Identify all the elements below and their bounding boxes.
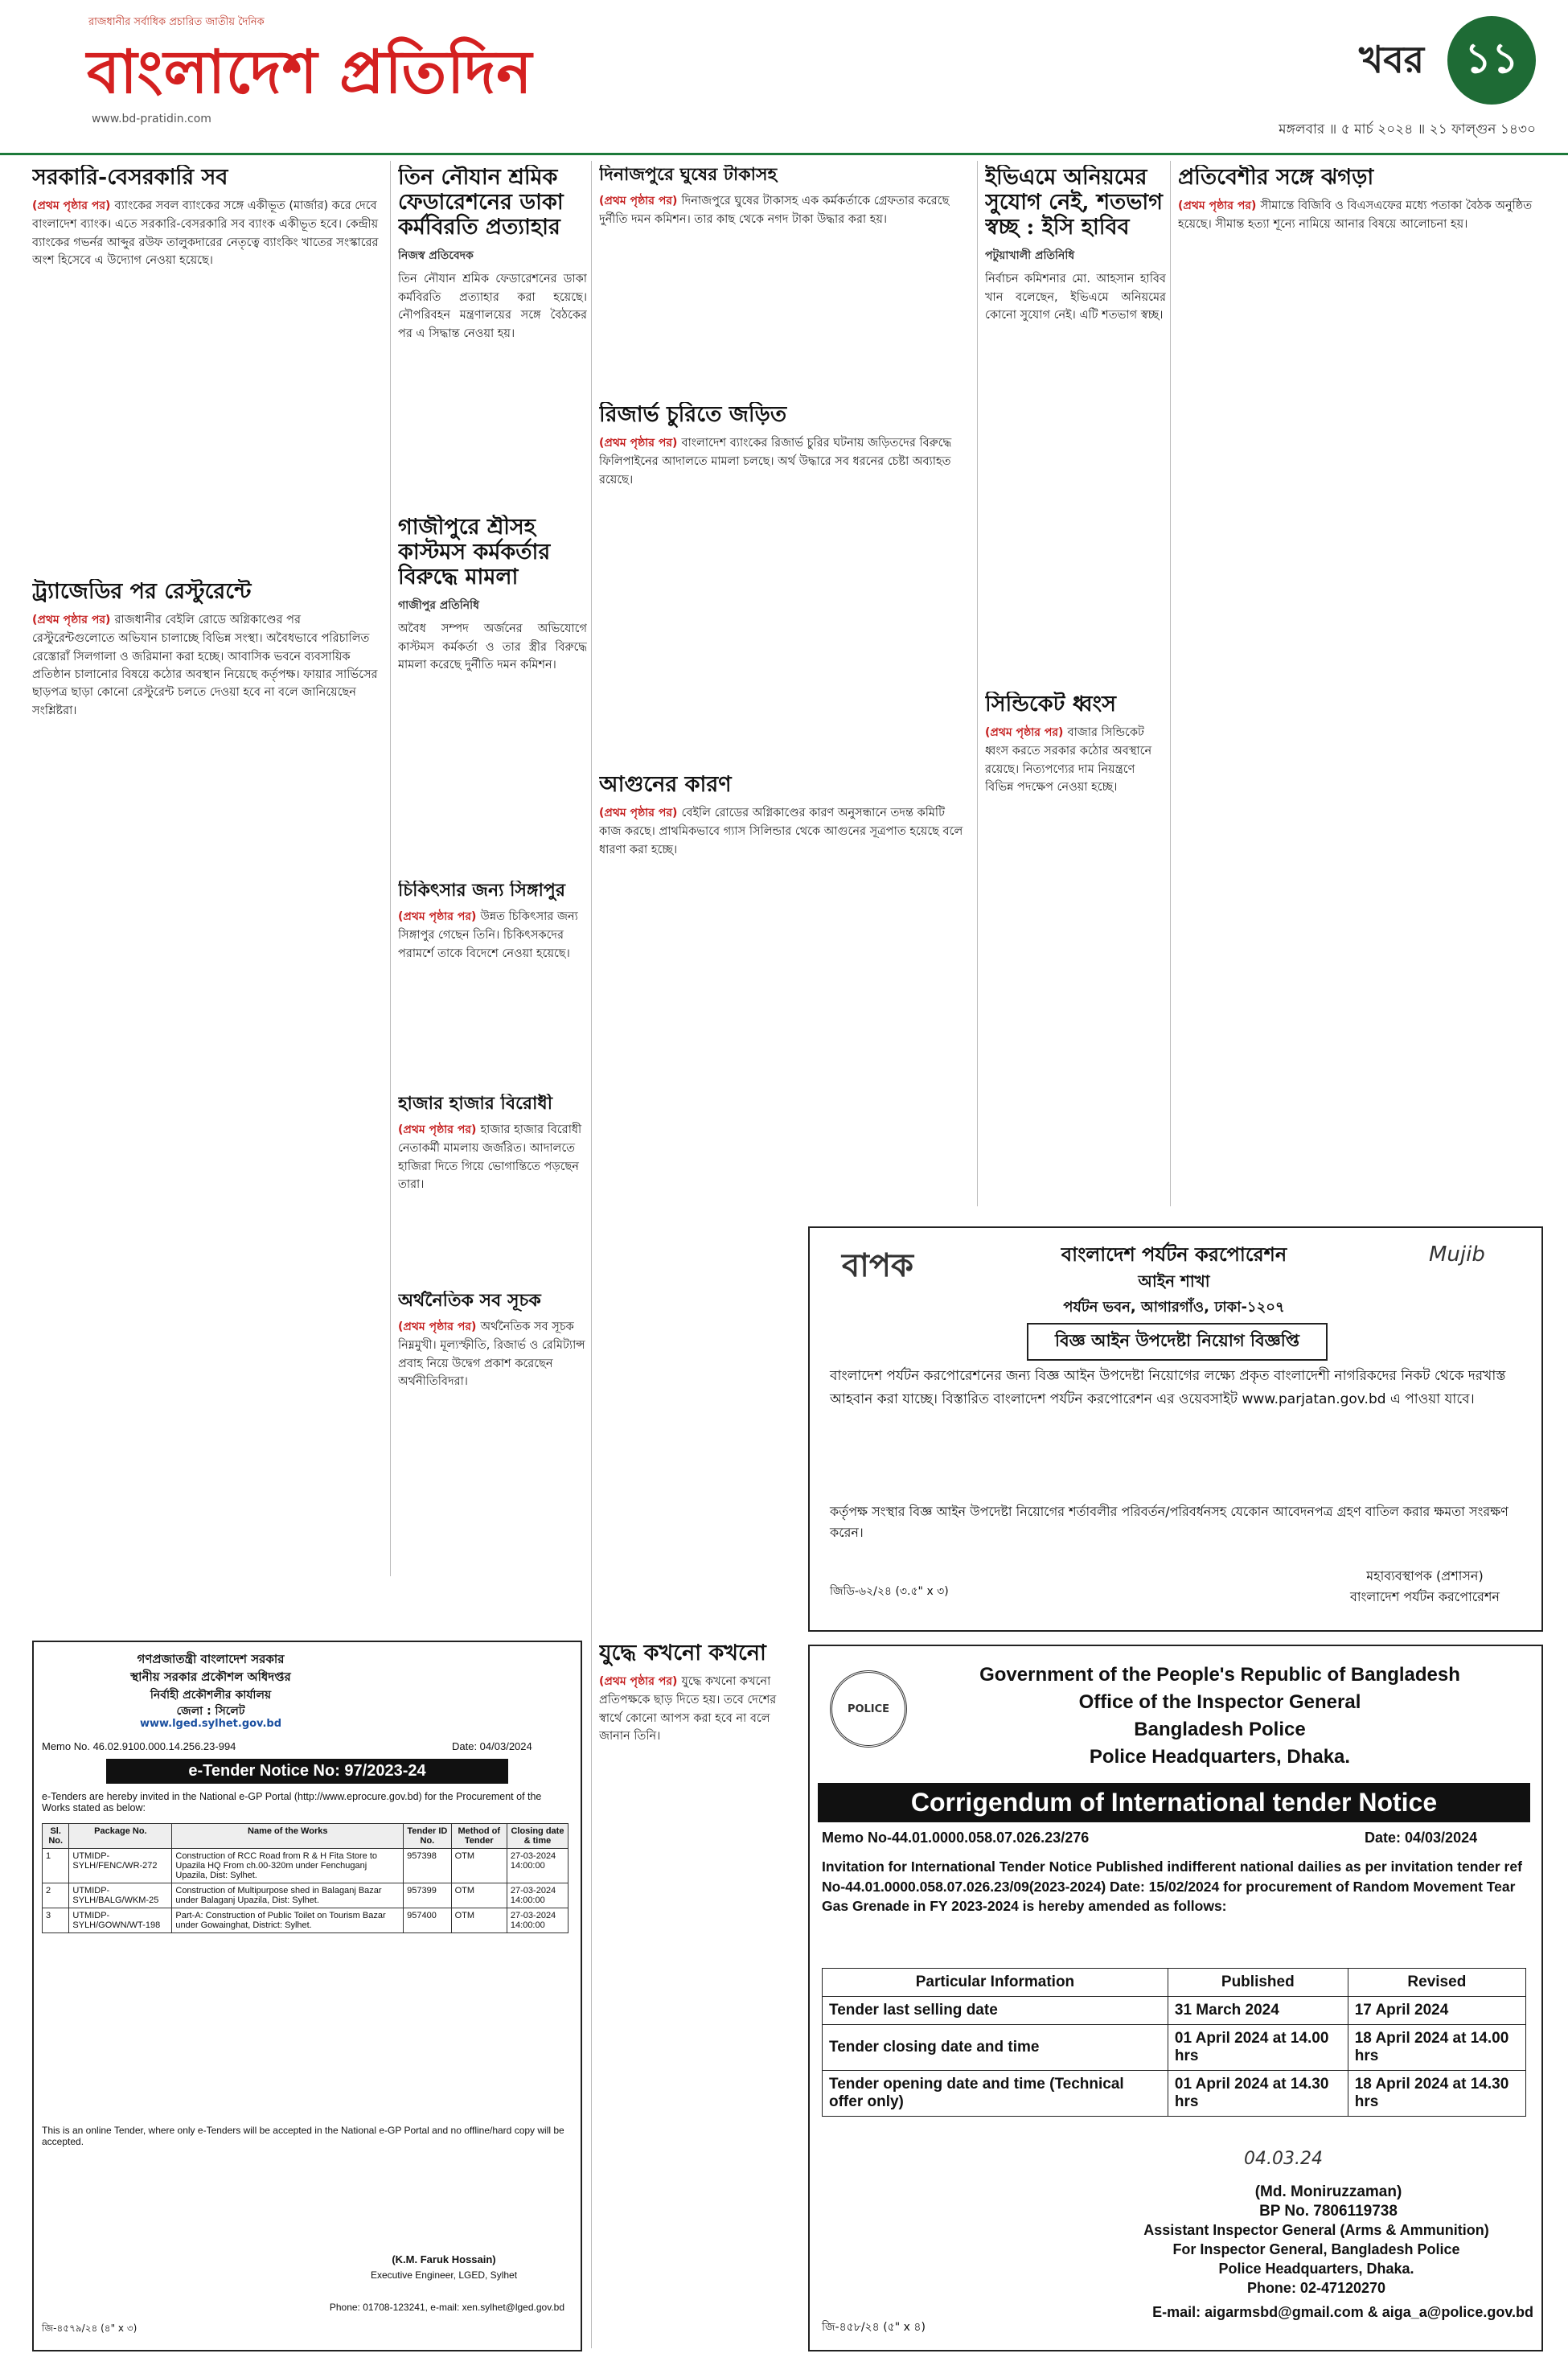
article-syndicate: [985, 692, 1166, 1206]
article-lead: (প্রথম পৃষ্ঠার পর): [32, 199, 111, 213]
article-body: সীমান্তে বিজিবি ও বিএসএফের মধ্যে পতাকা বৈঠক অনুষ্ঠিত হয়েছে। সীমান্ত হত্যা শূন্যে নামিয়ে আনার বিষয়ে আলোচনা হয়।: [1178, 199, 1533, 232]
article-headline[interactable]: প্রতিবেশীর সঙ্গে ঝগড়া: [1178, 165, 1374, 190]
police-emblem: POLICE: [830, 1670, 907, 1748]
tender-date: Date: 04/03/2024: [452, 1740, 532, 1752]
police-signature: 04.03.24: [1244, 2149, 1323, 2169]
article-headline[interactable]: চিকিৎসার জন্য সিঙ্গাপুর: [398, 881, 565, 901]
tender-table-cell: OTM: [451, 1908, 507, 1933]
police-table-cell: 18 April 2024 at 14.00 hrs: [1348, 2025, 1525, 2071]
police-table-row: [823, 1997, 1526, 2025]
tender-signatory: (K.M. Faruk Hossain): [392, 2253, 496, 2265]
police-line2: Office of the Inspector General: [1078, 1691, 1361, 1713]
tender-website[interactable]: www.lged.sylhet.gov.bd: [139, 1718, 282, 1730]
police-table-row: [823, 2071, 1526, 2117]
article-body: ব্যাংকের সবল ব্যাংকের সঙ্গে একীভূত (মার্জার) করে দেবে বাংলাদেশ ব্যাংক। এতে সরকারি-বেসরকারি সব ব্যাংক একীভূত হবে। কেন্দ্রীয় ব্যাংকের গভর্নর আব্দুর রউফ তালুকদারের নেতৃত্বে ব্যাংকিং খাতের সংস্কারের অংশ হিসেবে এ উদ্যোগ নেওয়া হয়েছে।: [32, 199, 379, 267]
masthead-website: www.bd-pratidin.com: [92, 113, 211, 125]
tender-table-cell: Part-A: Construction of Public Toilet on Tourism Bazar under Gowainghat, District: Sylhet.: [172, 1908, 404, 1933]
tender-table-cell: 27-03-2024 14:00:00: [507, 1849, 568, 1883]
parjatan-body: বাংলাদেশ পর্যটন করপোরেশনের জন্য বিজ্ঞ আইন উপদেষ্টা নিয়োগের লক্ষ্যে প্রকৃত বাংলাদেশী নাগরিকদের নিকট থেকে দরখাস্ত আহবান করা যাচ্ছে। বিস্তারিত বাংলাদেশ পর্যটন করপোরেশন এর ওয়েবসাইট www.parjatan.gov.bd এ পাওয়া যাবে।: [830, 1368, 1506, 1407]
police-table-cell: 31 March 2024: [1168, 1997, 1348, 2025]
article-headline[interactable]: গাজীপুরে শ্রীসহ কাস্টমস কর্মকর্তার বিরুদ্ধে মামলা: [398, 515, 551, 590]
section-name: খবর: [1359, 38, 1425, 81]
article-border-quarrel: [1178, 165, 1540, 1206]
tender-dept: স্থানীয় সরকার প্রকৌশল অধিদপ্তর: [130, 1670, 291, 1684]
parjatan-logo: বাপক: [842, 1247, 913, 1284]
police-table-cell-header: Published: [1168, 1969, 1348, 1997]
article-customs-case: [398, 515, 587, 869]
ad-ref: জি-৪৫৭৯/২৪ (৪" x ৩): [42, 2323, 138, 2334]
police-intro: Invitation for International Tender Notice Published indifferent national dailies as per invitation tender ref No-44.01.0000.058.07.026.23/09(2023-2024) Date: 15/02/2024 for procurement of Random Movement Tear Gas Grenade in FY 2023-2024 is hereby amended as follows:: [822, 1859, 1522, 1914]
tender-table-body: [43, 1849, 569, 1933]
tender-table-row: [43, 1908, 569, 1933]
article-lead: (প্রথম পৃষ্ঠার পর): [32, 614, 111, 627]
article-lead: (প্রথম পৃষ্ঠার পর): [1178, 199, 1257, 213]
tender-table-cell: UTMIDP-SYLH/BALG/WKM-25: [69, 1883, 172, 1908]
ad-ref: জি-৪৫৮/২৪ (৫" x ৪): [822, 2321, 926, 2334]
tender-notice-title: e-Tender Notice No: 97/2023-24: [106, 1759, 508, 1784]
article-headline[interactable]: সরকারি-বেসরকারি সব: [32, 165, 228, 190]
police-line1: Government of the People's Republic of Bangladesh: [979, 1664, 1460, 1686]
article-body: বেইলি রোডের অগ্নিকাণ্ডের কারণ অনুসন্ধানে তদন্ত কমিটি কাজ করছে। প্রাথমিকভাবে গ্যাস সিলিন্ডার থেকে আগুনের সূত্রপাত হয়েছে বলে ধারণা করা হচ্ছে।: [599, 807, 963, 856]
tender-table-cell-header: Closing date & time: [507, 1824, 568, 1849]
police-table-head: [823, 1969, 1526, 1997]
parjatan-signatory-org: বাংলাদেশ পর্যটন করপোরেশন: [1350, 1589, 1500, 1604]
lged-tender-ad: [32, 1641, 582, 2351]
article-body: হাজার হাজার বিরোধী নেতাকর্মী মামলায় জর্জরিত। আদালতে হাজিরা দিতে গিয়ে ভোগান্তিতে পড়ছেন তারা।: [398, 1123, 582, 1192]
article-lead: (প্রথম পৃষ্ঠার পর): [599, 1675, 678, 1689]
article-headline[interactable]: যুদ্ধে কখনো কখনো: [599, 1641, 766, 1665]
police-sig-email[interactable]: E-mail: aigarmsbd@gmail.com & aiga_a@police.gov.bd: [1152, 2304, 1533, 2320]
police-date: Date: 04/03/2024: [1365, 1830, 1478, 1846]
tender-memo: Memo No. 46.02.9100.000.14.256.23-994: [42, 1740, 236, 1752]
tender-intro: e-Tenders are hereby invited in the National e-GP Portal (http://www.eprocure.gov.bd) for the Procurement of the Works stated as below:: [42, 1791, 542, 1813]
tender-table-cell: Construction of RCC Road from R & H Fita Store to Upazila HQ From ch.00-320m under Fenchuganj Upazila, Dist: Sylhet.: [172, 1849, 404, 1883]
tender-table-cell: 3: [43, 1908, 69, 1933]
police-corrigendum-title: Corrigendum of International tender Notice: [818, 1783, 1530, 1822]
article-labour-strike: [398, 165, 587, 503]
article-headline[interactable]: ইভিএমে অনিয়মের সুযোগ নেই, শতভাগ স্বচ্ছ : ইসি হাবিব: [985, 165, 1163, 240]
tender-table-cell: 2: [43, 1883, 69, 1908]
article-economy: [398, 1291, 587, 1576]
article-headline[interactable]: দিনাজপুরে ঘুষের টাকাসহ: [599, 165, 778, 185]
tender-table-cell: 27-03-2024 14:00:00: [507, 1883, 568, 1908]
article-singapore: [398, 881, 587, 1082]
tender-table-row: [43, 1883, 569, 1908]
article-headline[interactable]: রিজার্ভ চুরিতে জড়িত: [599, 402, 787, 427]
police-sig-title2: For Inspector General, Bangladesh Police: [1172, 2241, 1460, 2257]
parjatan-signatory-title: মহাব্যবস্থাপক (প্রশাসন): [1366, 1568, 1484, 1583]
parjatan-footer: কর্তৃপক্ষ সংস্থার বিজ্ঞ আইন উপদেষ্টা নিয়োগের শর্তাবলীর পরিবর্তন/পরিবর্ধনসহ যেকোন আবেদনপত্র গ্রহণ বাতিল করার ক্ষমতা সংরক্ষণ করেন।: [830, 1504, 1508, 1540]
ad-ref: জিডি-৬২/২৪ (৩.৫" x ৩): [830, 1585, 949, 1598]
tender-table-wrap: [42, 1823, 569, 1933]
tender-table-cell-header: Name of the Works: [172, 1824, 404, 1849]
article-body: নির্বাচন কমিশনার মো. আহসান হাবিব খান বলেছেন, ইভিএমে অনিয়মের কোনো সুযোগ নেই। এটি শতভাগ স্বচ্ছ।: [985, 273, 1166, 322]
police-table-row: [823, 2025, 1526, 2071]
tender-table-cell-header: Tender ID No.: [404, 1824, 451, 1849]
parjatan-notice-title: বিজ্ঞ আইন উপদেষ্টা নিয়োগ বিজ্ঞপ্তি: [1027, 1323, 1328, 1361]
police-line4: Police Headquarters, Dhaka.: [1089, 1746, 1351, 1768]
article-byline: পটুয়াখালী প্রতিনিধি: [985, 249, 1075, 263]
article-evm: [985, 165, 1166, 680]
article-byline: নিজস্ব প্রতিবেদক: [398, 249, 474, 263]
article-reserve-theft: [599, 402, 973, 764]
dateline: মঙ্গলবার ॥ ৫ মার্চ ২০২৪ ॥ ২১ ফাল্গুন ১৪৩০: [1279, 121, 1536, 138]
police-revision-table: [822, 1968, 1526, 2117]
article-body: রাজধানীর বেইলি রোডে অগ্নিকাণ্ডের পর রেস্টুরেন্টগুলোতে অভিযান চালাচ্ছে বিভিন্ন সংস্থা। অবৈধভাবে পরিচালিত রেস্তোরাঁ সিলগালা ও জরিমানা করা হচ্ছে। আবাসিক ভবনে ব্যবসায়িক প্রতিষ্ঠান চালানোর বিষয়ে কঠোর অবস্থান নিয়েছে কর্তৃপক্ষ। ফায়ার সার্ভিসের ছাড়পত্র ছাড়া কোনো রেস্টুরেন্ট চলতে দেওয়া হবে না বলে জানিয়েছেন সংশ্লিষ্টরা।: [32, 614, 378, 717]
article-byline: গাজীপুর প্রতিনিধি: [398, 599, 480, 613]
parjatan-branch: আইন শাখা: [1138, 1271, 1210, 1291]
parjatan-notice-ad: [808, 1226, 1543, 1632]
parjatan-address: পর্যটন ভবন, আগারগাঁও, ঢাকা-১২০৭: [1063, 1299, 1285, 1316]
article-fire-cause: [599, 772, 969, 1206]
tender-table-cell: 957399: [404, 1883, 451, 1908]
tender-govt: গণপ্রজাতন্ত্রী বাংলাদেশ সরকার: [137, 1652, 285, 1666]
article-body: বাংলাদেশ ব্যাংকের রিজার্ভ চুরির ঘটনায় জড়িতদের বিরুদ্ধে ফিলিপাইনের আদালতে মামলা চলছে। অর্থ উদ্ধারে সব ধরনের চেষ্টা অব্যাহত রয়েছে।: [599, 437, 952, 487]
tender-table-cell: 957398: [404, 1849, 451, 1883]
police-table-cell-header: Revised: [1348, 1969, 1525, 1997]
article-lead: (প্রথম পৃষ্ঠার পর): [599, 195, 678, 208]
article-body: উন্নত চিকিৎসার জন্য সিঙ্গাপুর গেছেন তিনি। চিকিৎসকদের পরামর্শে তাকে বিদেশে নেওয়া হয়েছে।: [398, 910, 578, 960]
tender-signatory-title: Executive Engineer, LGED, Sylhet: [370, 2269, 518, 2281]
tender-footer: This is an online Tender, where only e-Tenders will be accepted in the National e-GP Portal and no offline/hard copy will be accepted.: [42, 2125, 564, 2147]
police-line3: Bangladesh Police: [1134, 1719, 1306, 1740]
newspaper-logo[interactable]: বাংলাদেশ প্রতিদিন: [87, 38, 533, 107]
police-table-wrap: [822, 1968, 1526, 2117]
police-sig-bp: BP No. 7806119738: [1259, 2203, 1398, 2220]
article-body: তিন নৌযান শ্রমিক ফেডারেশনের ডাকা কর্মবিরতি প্রত্যাহার করা হয়েছে। নৌপরিবহন মন্ত্রণালয়ের সঙ্গে বৈঠকের পর এ সিদ্ধান্ত নেওয়া হয়।: [398, 273, 587, 340]
column-rule: [591, 161, 592, 2348]
article-body: অর্থনৈতিক সব সূচক নিম্নমুখী। মূল্যস্ফীতি, রিজার্ভ ও রেমিট্যান্স প্রবাহ নিয়ে উদ্বেগ প্রকাশ করেছেন অর্থনীতিবিদরা।: [398, 1320, 585, 1389]
column-rule: [977, 161, 978, 1206]
police-table-cell: Tender closing date and time: [823, 2025, 1168, 2071]
police-memo: Memo No-44.01.0000.058.07.026.23/276: [822, 1830, 1090, 1846]
police-table-cell: 18 April 2024 at 14.30 hrs: [1348, 2071, 1525, 2117]
police-table-cell-header: Particular Information: [823, 1969, 1168, 1997]
article-lead: (প্রথম পৃষ্ঠার পর): [599, 437, 678, 450]
tender-table-cell-header: Package No.: [69, 1824, 172, 1849]
police-sig-phone: Phone: 02-47120270: [1246, 2280, 1386, 2296]
article-headline[interactable]: অর্থনৈতিক সব সূচক: [398, 1291, 541, 1311]
police-table-cell: Tender opening date and time (Technical offer only): [823, 2071, 1168, 2117]
police-table-cell: 01 April 2024 at 14.00 hrs: [1168, 2025, 1348, 2071]
article-body: দিনাজপুরে ঘুষের টাকাসহ এক কর্মকর্তাকে গ্রেফতার করেছে দুর্নীতি দমন কমিশন। তার কাছ থেকে নগদ টাকা উদ্ধার করা হয়।: [599, 195, 950, 227]
tender-office: নির্বাহী প্রকৌশলীর কার্যালয়: [150, 1689, 272, 1702]
article-war: [599, 1641, 788, 2348]
article-dinajpur-bribe: [599, 165, 973, 398]
tender-table-cell-header: Sl. No.: [43, 1824, 69, 1849]
tender-table-cell-header: Method of Tender: [451, 1824, 507, 1849]
tender-table-cell: 957400: [404, 1908, 451, 1933]
tender-table: [42, 1823, 569, 1933]
article-banking: [32, 165, 386, 567]
tender-table-row: [43, 1849, 569, 1883]
article-body: যুদ্ধে কখনো কখনো প্রতিপক্ষকে ছাড় দিতে হয়। তবে দেশের স্বার্থে কোনো আপস করা হবে না বলে জানান তিনি।: [599, 1675, 777, 1743]
tender-table-cell: 27-03-2024 14:00:00: [507, 1908, 568, 1933]
article-headline[interactable]: সিন্ডিকেট ধ্বংস: [985, 692, 1117, 717]
article-lead: (প্রথম পৃষ্ঠার পর): [398, 1320, 477, 1334]
parjatan-org: বাংলাদেশ পর্যটন করপোরেশন: [1061, 1243, 1287, 1266]
article-body: অবৈধ সম্পদ অর্জনের অভিযোগে কাস্টমস কর্মকর্তা ও তার স্ত্রীর বিরুদ্ধে মামলা করেছে দুর্নীতি দমন কমিশন।: [398, 622, 587, 672]
tender-phone: Phone: 01708-123241, e-mail: xen.sylhet@lged.gov.bd: [329, 2302, 564, 2313]
column-rule: [1170, 161, 1171, 1206]
police-sig-title3: Police Headquarters, Dhaka.: [1218, 2261, 1414, 2277]
police-table-cell: 17 April 2024: [1348, 1997, 1525, 2025]
police-table-cell: Tender last selling date: [823, 1997, 1168, 2025]
article-opposition: [398, 1094, 587, 1279]
article-lead: (প্রথম পৃষ্ঠার পর): [599, 807, 678, 820]
article-headline[interactable]: ট্র্যাজেডির পর রেস্টুরেন্টে: [32, 579, 252, 604]
tender-table-head: [43, 1824, 569, 1849]
masthead-tagline: রাজধানীর সর্বাধিক প্রচারিত জাতীয় দৈনিক: [88, 16, 265, 28]
article-lead: (প্রথম পৃষ্ঠার পর): [398, 1123, 477, 1137]
article-lead: (প্রথম পৃষ্ঠার পর): [398, 910, 477, 924]
police-sig-name: (Md. Moniruzzaman): [1254, 2183, 1402, 2200]
police-table-body: [823, 1997, 1526, 2117]
tender-table-cell: UTMIDP-SYLH/GOWN/WT-198: [69, 1908, 172, 1933]
tender-table-cell: OTM: [451, 1849, 507, 1883]
tender-district: জেলা : সিলেট: [176, 1705, 245, 1718]
tender-table-cell: Construction of Multipurpose shed in Balaganj Bazar under Balaganj Upazila, Dist: Sylhet.: [172, 1883, 404, 1908]
column-rule: [390, 161, 391, 1576]
tender-table-cell: OTM: [451, 1883, 507, 1908]
tender-table-cell: 1: [43, 1849, 69, 1883]
police-table-cell: 01 April 2024 at 14.30 hrs: [1168, 2071, 1348, 2117]
police-corrigendum-ad: [808, 1645, 1543, 2351]
police-table-row-header: [823, 1969, 1526, 1997]
tender-table-row-header: [43, 1824, 569, 1849]
tender-table-cell: UTMIDP-SYLH/FENC/WR-272: [69, 1849, 172, 1883]
article-headline[interactable]: আগুনের কারণ: [599, 772, 732, 797]
article-headline[interactable]: তিন নৌযান শ্রমিক ফেডারেশনের ডাকা কর্মবিরতি প্রত্যাহার: [398, 165, 564, 240]
article-restaurant: [32, 579, 386, 1576]
police-sig-title1: Assistant Inspector General (Arms & Ammunition): [1143, 2222, 1489, 2238]
article-headline[interactable]: হাজার হাজার বিরোধী: [398, 1094, 553, 1114]
mujib-logo: Mujib: [1429, 1242, 1485, 1267]
article-body: বাজার সিন্ডিকেট ধ্বংস করতে সরকার কঠোর অবস্থানে রয়েছে। নিত্যপণ্যের দাম নিয়ন্ত্রণে বিভিন্ন পদক্ষেপ নেওয়া হচ্ছে।: [985, 726, 1152, 794]
article-lead: (প্রথম পৃষ্ঠার পর): [985, 726, 1064, 740]
page-number-badge: ১১: [1447, 16, 1536, 105]
